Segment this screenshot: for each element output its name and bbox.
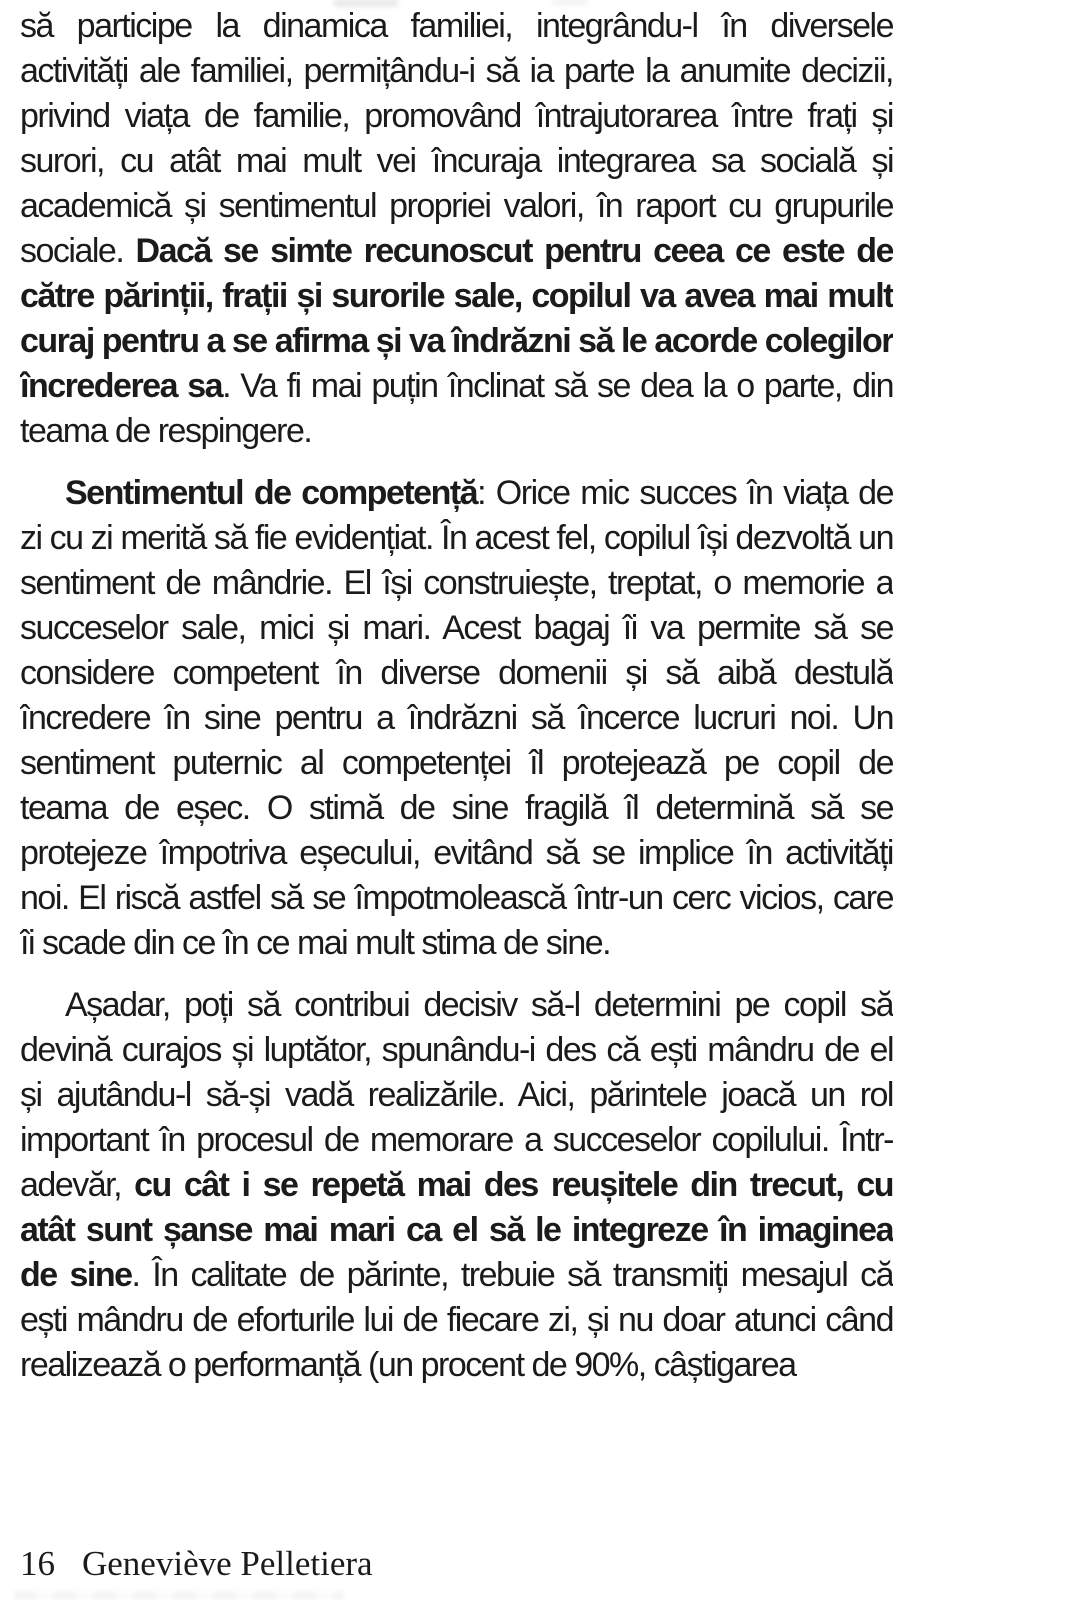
- body-text: [20, 4, 893, 1388]
- text-run: . În calitate de părinte, trebuie să transmiți mesajul că ești mândru de eforturile lui de fiecare zi, și nu doar atunci când realizează o performanță (un procent de 90%, câștigarea: [20, 1256, 893, 1384]
- page-number: 16: [20, 1544, 55, 1583]
- text-run: . Va fi mai puțin înclinat să se dea la o parte, din teama de respingere.: [20, 367, 893, 450]
- paragraph: [20, 983, 893, 1388]
- bold-text-run: cu cât i se repetă mai des reușitele din trecut, cu atât sunt șanse mai mari ca el să le integreze în imaginea de sine: [20, 1166, 893, 1294]
- bold-text-run: Sentimentul de competență: [65, 474, 478, 512]
- paragraph: [20, 4, 893, 454]
- scan-smudge-bottom: [14, 1591, 344, 1600]
- paragraph: [20, 471, 893, 966]
- page-footer: [20, 1542, 373, 1586]
- text-run: : Orice mic succes în viața de zi cu zi merită să fie evidențiat. În acest fel, copilul își dezvoltă un sentiment de mândrie. El își construiește, treptat, o memorie a succeselor sale, mici și mari. Acest bagaj îi va permite să se considere competent în diverse domenii și să aibă destulă încredere în sine pentru a îndrăzni să încerce lucruri noi. Un sentiment puternic al competenței îl protejează pe copil de teama de eșec. O stimă de sine fragilă îl determină să se protejeze împotriva eșecului, evitând să se implice în activități noi. El riscă astfel să se împotmolească într-un cerc vicios, care îi scade din ce în ce mai mult stima de sine.: [20, 474, 893, 962]
- bold-text-run: Dacă se simte recunoscut pentru ceea ce este de către părinții, frații și surorile sale, copilul va avea mai mult curaj pentru a se afirma și va îndrăzni să le acorde colegilor încrederea sa: [20, 232, 893, 405]
- text-run: să participe la dinamica familiei, integrându-l în diversele activități ale familiei, permițându-i să ia parte la anumite decizii, privind viața de familie, promovând întrajutorarea între frați și surori, cu atât mai mult vei încuraja integrarea sa socială și academică și sentimentul propriei valori, în raport cu grupurile sociale.: [20, 7, 893, 270]
- text-run: Așadar, poți să contribui decisiv să-l determini pe copil să devină curajos și luptător, spunându-i des că ești mândru de el și ajutându-l să-și vadă realizările. Aici, părintele joacă un rol important în procesul de memorare a succeselor copilului. Într-adevăr,: [20, 986, 893, 1204]
- footer-author: Geneviève Pelletiera: [82, 1544, 373, 1583]
